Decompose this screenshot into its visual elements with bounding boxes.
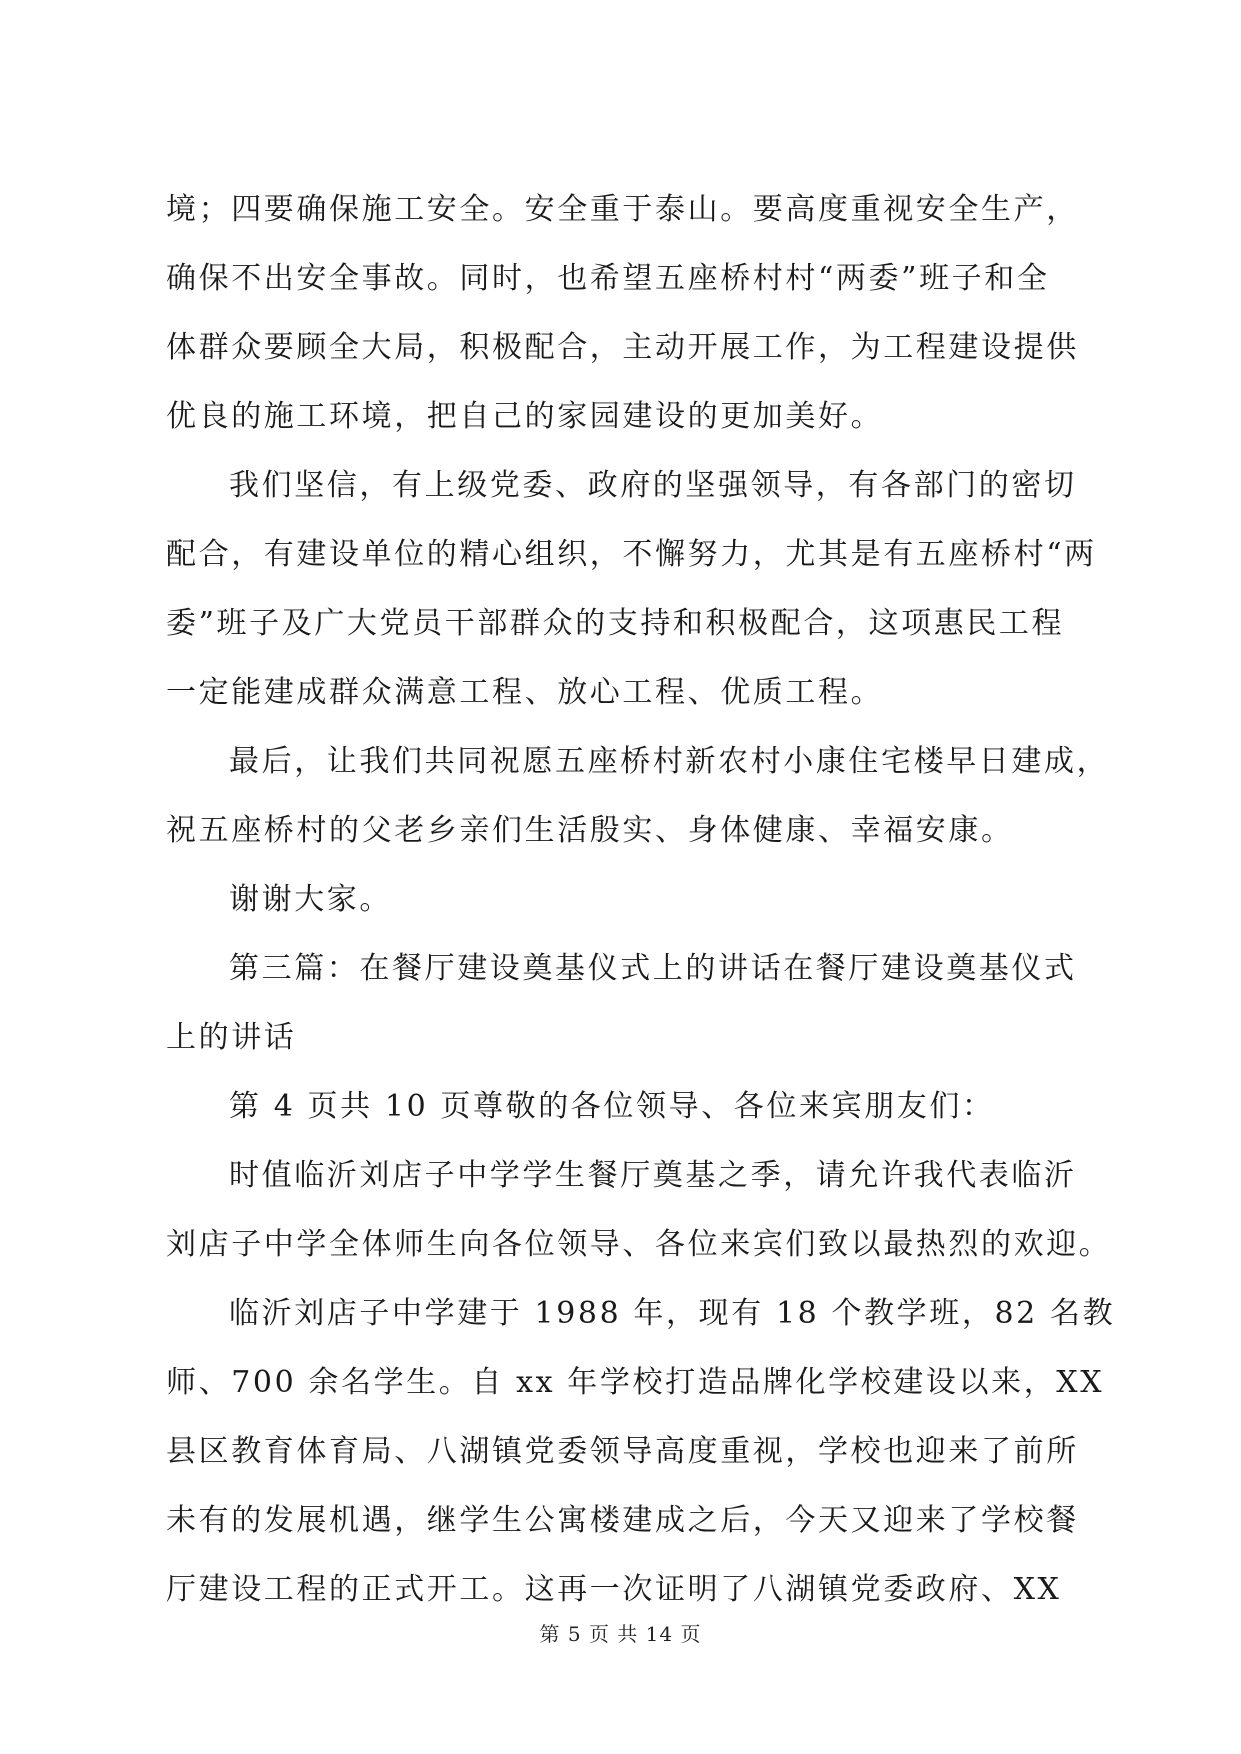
body-text-line: 谢谢大家。 [229,882,392,917]
body-text-line: 未有的发展机遇，继学生公寓楼建成之后，今天又迎来了学校餐 [166,1503,1079,1538]
body-text-line: 一定能建成群众满意工程、放心工程、优质工程。 [166,675,884,710]
body-text-line: 刘店子中学全体师生向各位领导、各位来宾们致以最热烈的欢迎。 [166,1227,1112,1262]
body-text-line: 委”班子及广大党员干部群众的支持和积极配合，这项惠民工程 [166,606,1065,641]
section-heading-line: 第三篇：在餐厅建设奠基仪式上的讲话在餐厅建设奠基仪式 [229,951,1077,986]
body-text-line: 优良的施工环境，把自己的家园建设的更加美好。 [166,399,884,434]
body-text-line: 祝五座桥村的父老乡亲们生活殷实、身体健康、幸福安康。 [166,813,1014,848]
body-text-line: 第 4 页共 10 页尊敬的各位领导、各位来宾朋友们： [229,1089,995,1124]
body-text-line: 体群众要顾全大局，积极配合，主动开展工作，为工程建设提供 [166,330,1079,365]
body-text-line: 师、700 余名学生。自 xx 年学校打造品牌化学校建设以来，XX [166,1365,1105,1400]
section-heading-line: 上的讲话 [166,1020,297,1055]
body-text-line: 确保不出安全事故。同时，也希望五座桥村村“两委”班子和全 [166,261,1050,296]
body-text-line: 境；四要确保施工安全。安全重于泰山。要高度重视安全生产， [166,192,1079,227]
body-text-line: 时值临沂刘店子中学学生餐厅奠基之季，请允许我代表临沂 [229,1158,1077,1193]
body-text-line: 最后，让我们共同祝愿五座桥村新农村小康住宅楼早日建成， [229,744,1110,779]
page-footer: 第 5 页 共 14 页 [539,1622,702,1646]
body-text-line: 配合，有建设单位的精心组织，不懈努力，尤其是有五座桥村“两 [166,537,1097,572]
body-text-line: 县区教育体育局、八湖镇党委领导高度重视，学校也迎来了前所 [166,1434,1079,1469]
body-text-line: 厅建设工程的正式开工。这再一次证明了八湖镇党委政府、XX [166,1572,1062,1607]
body-text-line: 临沂刘店子中学建于 1988 年，现有 18 个教学班，82 名教 [229,1296,1116,1331]
body-text-line: 我们坚信，有上级党委、政府的坚强领导，有各部门的密切 [229,468,1077,503]
